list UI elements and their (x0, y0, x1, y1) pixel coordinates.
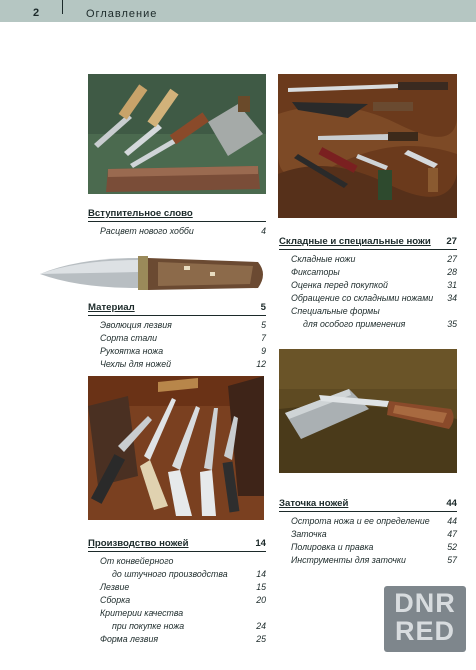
toc-entry-page: 52 (447, 542, 457, 552)
toc-section-folding (279, 236, 457, 331)
toc-section-sharpening (279, 498, 457, 567)
toc-entry[interactable] (88, 358, 266, 371)
blade-blanks-photo (88, 376, 264, 520)
toc-entry-page: 20 (256, 595, 266, 605)
toc-entry[interactable] (88, 332, 266, 345)
toc-entry-page: 34 (447, 293, 457, 303)
toc-section-title: Заточка ножей (279, 498, 349, 509)
toc-entry-title: для особого применения (303, 319, 406, 329)
toc-entry[interactable] (279, 318, 457, 331)
toc-section-heading[interactable] (279, 236, 457, 250)
toc-entry-page: 14 (256, 569, 266, 579)
toc-entry[interactable] (279, 253, 457, 266)
toc-section-intro (88, 208, 266, 238)
toc-entry-title: до штучного производства (112, 569, 228, 579)
toc-entry[interactable] (279, 515, 457, 528)
toc-section-heading[interactable] (88, 302, 266, 316)
page-title: Оглавление (86, 8, 158, 20)
knives-on-whetstone-photo (88, 74, 266, 194)
toc-entry-title: Полировка и правка (291, 542, 374, 552)
toc-entry-page: 31 (447, 280, 457, 290)
page-number: 2 (33, 7, 40, 19)
toc-entry[interactable] (88, 607, 266, 620)
toc-entry-page: 5 (261, 320, 266, 330)
toc-entry-page: 44 (447, 516, 457, 526)
toc-section-page: 5 (260, 302, 266, 313)
toc-entry[interactable] (88, 594, 266, 607)
toc-entry[interactable] (279, 266, 457, 279)
toc-entry-title: при покупке ножа (112, 621, 185, 631)
toc-entry-page: 35 (447, 319, 457, 329)
toc-entry-title: Сборка (100, 595, 131, 605)
toc-section-heading[interactable] (88, 538, 266, 552)
watermark-line-2: RED (394, 616, 455, 646)
toc-entry-page: 47 (447, 529, 457, 539)
toc-section-page: 14 (255, 538, 266, 549)
toc-entry[interactable] (279, 528, 457, 541)
toc-entry[interactable] (279, 305, 457, 318)
toc-entry-page: 28 (447, 267, 457, 277)
toc-entry-page: 12 (256, 359, 266, 369)
toc-entry-page: 27 (447, 254, 457, 264)
toc-entry-title: Оценка перед покупкой (291, 280, 388, 290)
toc-section-title: Производство ножей (88, 538, 189, 549)
toc-section-heading[interactable] (88, 208, 266, 222)
header-divider (62, 0, 63, 14)
toc-section-material (88, 302, 266, 371)
toc-section-title: Материал (88, 302, 135, 313)
hunting-knife-photo (38, 246, 268, 302)
watermark-logo (384, 586, 466, 652)
toc-entry[interactable] (88, 225, 266, 238)
toc-entry-page: 57 (447, 555, 457, 565)
toc-entry[interactable] (88, 620, 266, 633)
toc-section-page: 44 (446, 498, 457, 509)
toc-entry-title: Эволюция лезвия (100, 320, 172, 330)
toc-entry-title: Сорта стали (100, 333, 157, 343)
knives-on-fur-photo (278, 74, 457, 218)
toc-entry-title: Специальные формы (291, 306, 380, 316)
toc-entry-title: Складные ножи (291, 254, 356, 264)
toc-entry-title: Заточка (291, 529, 327, 539)
watermark-line-1: DNR (394, 588, 456, 618)
toc-entry[interactable] (88, 633, 266, 646)
toc-entry-title: Расцвет нового хобби (100, 226, 194, 236)
toc-entry-page: 25 (256, 634, 266, 644)
toc-section-title: Вступительное слово (88, 208, 193, 219)
toc-entry-page: 7 (261, 333, 266, 343)
toc-entry[interactable] (279, 554, 457, 567)
toc-entry[interactable] (279, 292, 457, 305)
toc-entry-page: 4 (261, 226, 266, 236)
toc-entry[interactable] (88, 555, 266, 568)
toc-entry-title: От конвейерного (100, 556, 174, 566)
toc-entry-title: Рукоятка ножа (100, 346, 164, 356)
toc-entry-title: Инструменты для заточки (291, 555, 406, 565)
toc-section-heading[interactable] (279, 498, 457, 512)
toc-entry[interactable] (88, 345, 266, 358)
toc-section-page: 27 (446, 236, 457, 247)
toc-entry-title: Острота ножа и ее определение (291, 516, 430, 526)
toc-entry-title: Чехлы для ножей (100, 359, 172, 369)
toc-entry[interactable] (88, 319, 266, 332)
header-bar (0, 0, 476, 22)
toc-section-title: Складные и специальные ножи (279, 236, 431, 247)
sharpening-photo (279, 349, 457, 473)
toc-entry[interactable] (279, 279, 457, 292)
toc-section-production (88, 538, 266, 646)
toc-entry-page: 9 (261, 346, 266, 356)
toc-entry[interactable] (88, 581, 266, 594)
toc-entry-page: 15 (256, 582, 266, 592)
toc-entry-page: 24 (256, 621, 266, 631)
toc-entry-title: Критерии качества (100, 608, 184, 618)
toc-entry[interactable] (88, 568, 266, 581)
toc-entry-title: Фиксаторы (291, 267, 340, 277)
toc-entry[interactable] (279, 541, 457, 554)
toc-entry-title: Лезвие (100, 582, 130, 592)
toc-entry-title: Обращение со складными ножами (291, 293, 434, 303)
toc-entry-title: Форма лезвия (100, 634, 159, 644)
